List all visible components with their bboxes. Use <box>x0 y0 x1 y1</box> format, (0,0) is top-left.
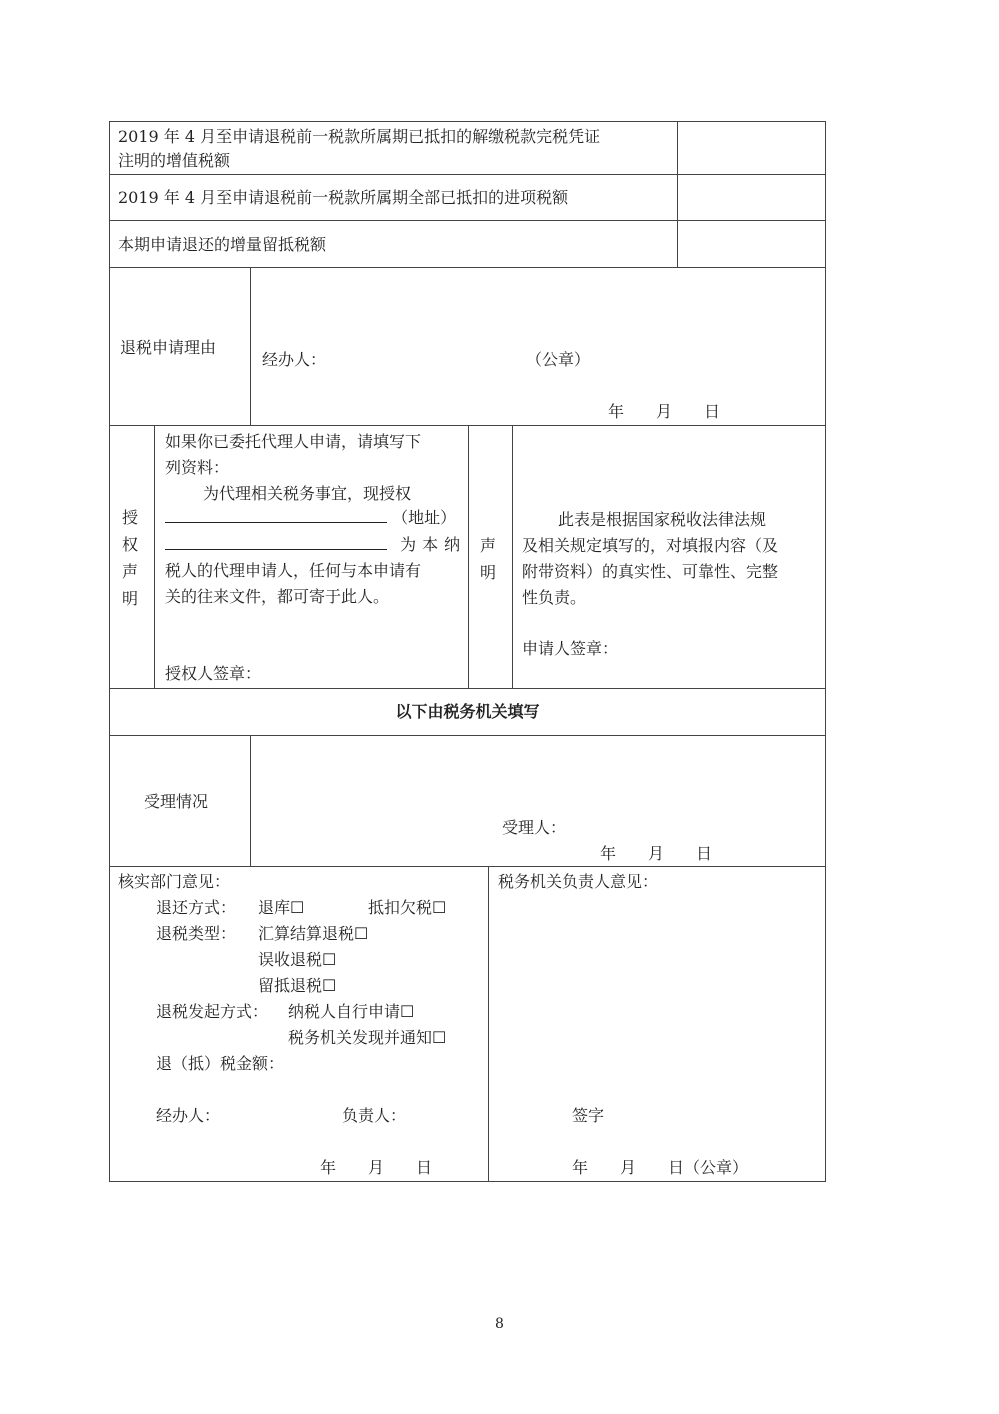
refund-method-label: 退还方式： <box>156 898 237 917</box>
auth-line: 为代理相关税务事宜，现授权 <box>203 484 412 503</box>
acceptance-receiver: 受理人： <box>502 818 567 837</box>
acceptance-label: 受理情况 <box>144 792 209 811</box>
reason-date: 年 月 日 <box>608 402 721 421</box>
row-label: 本期申请退还的增量留抵税额 <box>118 235 327 254</box>
col-divider <box>512 425 513 688</box>
row-divider <box>109 267 826 268</box>
decl-line: 及相关规定填写的，对填报内容（及 <box>522 536 779 555</box>
initiation-label: 退税发起方式： <box>156 1002 269 1021</box>
refund-type-label: 退税类型： <box>156 924 237 943</box>
row-label: 2019 年 4 月至申请退税前一税款所属期全部已抵扣的进项税额 <box>118 188 569 207</box>
auth-line: 关的往来文件，都可寄于此人。 <box>165 587 390 606</box>
official-title: 税务机关负责人意见： <box>498 872 659 891</box>
row-label: 注明的增值税额 <box>118 151 231 170</box>
auth-agent-line[interactable] <box>165 533 466 557</box>
decl-line: 性负责。 <box>522 588 587 607</box>
opt-retained[interactable]: 留抵退税☐ <box>258 976 337 995</box>
official-date: 年 月 日（公章） <box>572 1158 749 1177</box>
value-cell[interactable] <box>680 177 824 218</box>
row-label: 2019 年 4 月至申请退税前一税款所属期已抵扣的解缴税款完税凭证 <box>118 127 601 146</box>
value-cell[interactable] <box>680 223 824 265</box>
auth-signature: 授权人签章： <box>165 664 262 683</box>
agent-suffix: 为本纳 <box>400 535 467 554</box>
row-divider <box>109 174 826 175</box>
col-divider <box>468 425 469 688</box>
verification-date: 年 月 日 <box>320 1158 433 1177</box>
declaration-label: 声 明 <box>479 536 496 582</box>
row-divider <box>109 220 826 221</box>
col-divider <box>488 866 489 1182</box>
col-divider <box>250 735 251 866</box>
reason-seal: （公章） <box>526 350 591 369</box>
official-sign: 签字 <box>572 1106 605 1125</box>
address-blank[interactable] <box>165 506 387 523</box>
opt-found[interactable]: 税务机关发现并通知☐ <box>288 1028 447 1047</box>
amount-label: 退（抵）税金额： <box>156 1054 285 1073</box>
authorization-label: 授 权 声 明 <box>121 508 138 608</box>
reason-handler: 经办人： <box>262 350 327 369</box>
opt-wrong[interactable]: 误收退税☐ <box>258 950 337 969</box>
col-divider <box>250 267 251 425</box>
auth-line: 税人的代理申请人，任何与本申请有 <box>165 561 422 580</box>
auth-address-line[interactable] <box>165 506 456 530</box>
opt-offset[interactable]: 抵扣欠税☐ <box>368 898 447 917</box>
opt-self[interactable]: 纳税人自行申请☐ <box>288 1002 415 1021</box>
row-divider <box>109 735 826 736</box>
verification-title: 核实部门意见： <box>118 872 231 891</box>
row-divider <box>109 866 826 867</box>
page-number: 8 <box>495 1316 504 1332</box>
opt-treasury[interactable]: 退库☐ <box>258 898 305 917</box>
auth-line: 如果你已委托代理人申请，请填写下 <box>165 432 422 451</box>
value-cell[interactable] <box>680 124 824 172</box>
acceptance-date: 年 月 日 <box>600 844 713 863</box>
verification-responsible: 负责人： <box>342 1106 407 1125</box>
decl-line: 此表是根据国家税收法律法规 <box>558 510 767 529</box>
address-suffix: （地址） <box>392 508 457 527</box>
auth-line: 列资料： <box>165 458 230 477</box>
opt-settlement[interactable]: 汇算结算退税☐ <box>258 924 369 943</box>
row-divider <box>109 688 826 689</box>
agent-blank[interactable] <box>165 533 387 550</box>
col-divider <box>677 121 678 267</box>
reason-label: 退税申请理由 <box>120 338 217 357</box>
tax-authority-header: 以下由税务机关填写 <box>395 702 540 721</box>
decl-line: 附带资料）的真实性、可靠性、完整 <box>522 562 779 581</box>
verification-handler: 经办人： <box>156 1106 221 1125</box>
decl-signature: 申请人签章： <box>522 639 619 658</box>
col-divider <box>154 425 155 688</box>
